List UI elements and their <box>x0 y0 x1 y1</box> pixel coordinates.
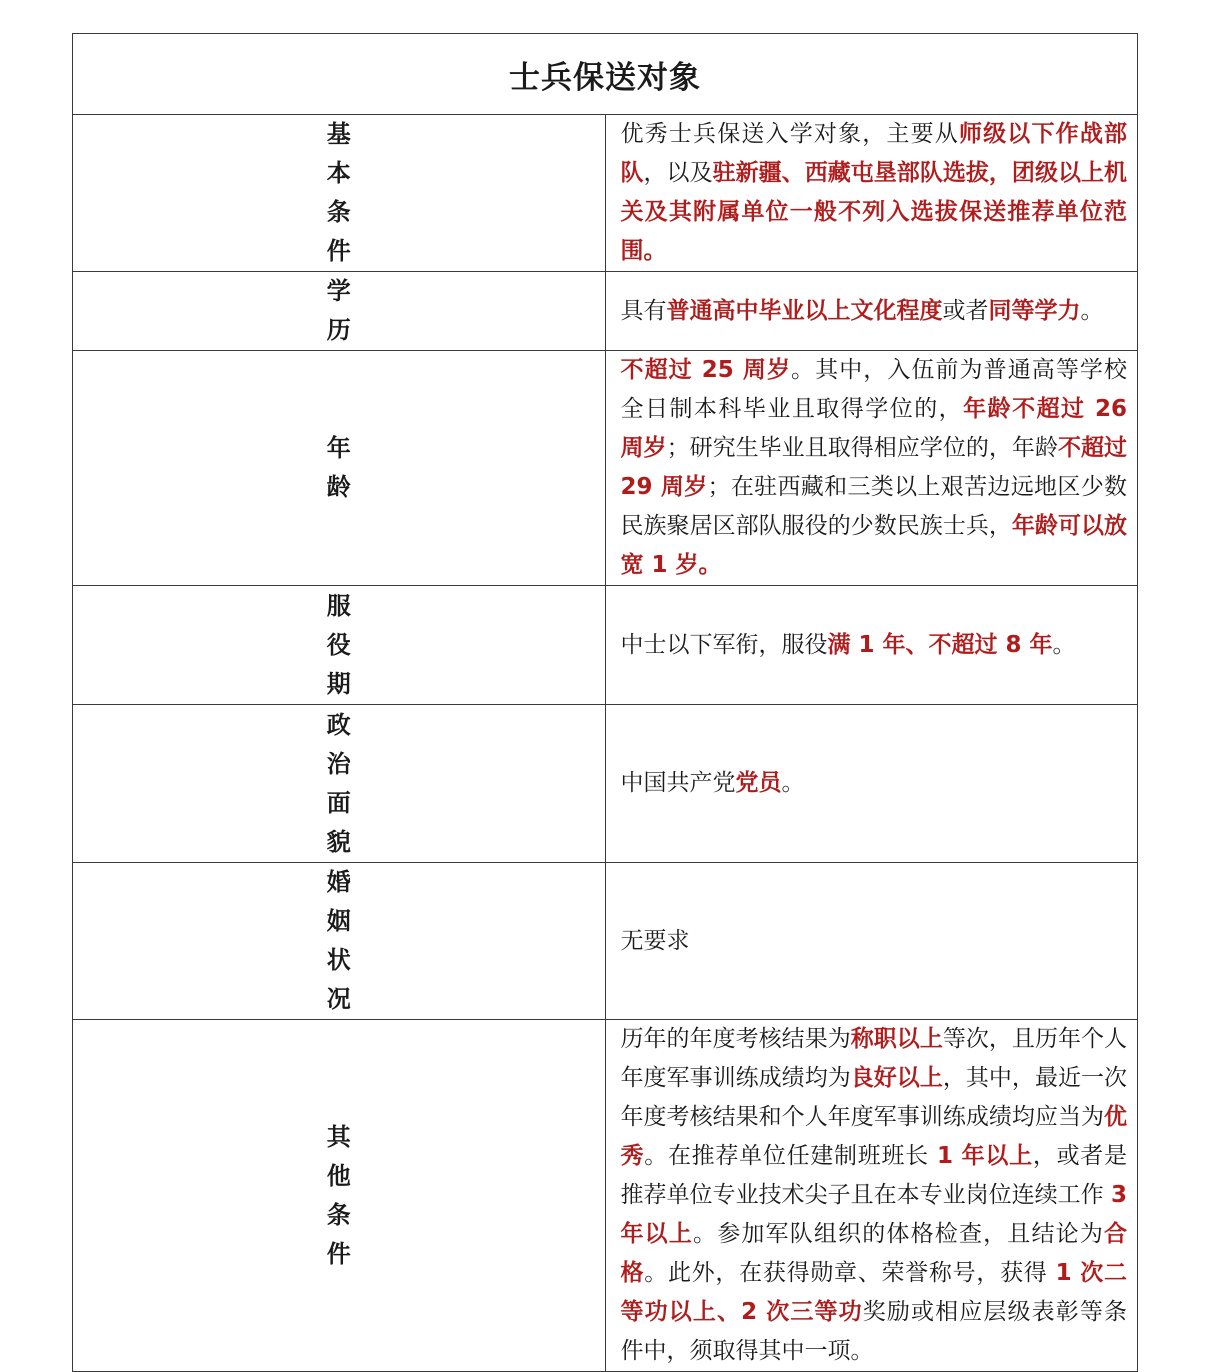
row-content <box>605 586 1138 705</box>
row-basic-conditions <box>73 115 1138 272</box>
row-service-period <box>73 586 1138 705</box>
highlighted-text: 不超过 25 周岁 <box>620 357 792 383</box>
body-text: ，其中，最近一次年度考核结果和个人年度军事训练成绩均应当为 <box>620 1065 1128 1130</box>
body-text: ；在驻西藏和三类以上艰苦边远地区少数民族聚居区部队服役的少数民族士兵， <box>620 474 1128 539</box>
body-text: ，或者是推荐单位专业技术尖子且在本专业岗位连续工作 <box>620 1143 1128 1208</box>
row-content <box>605 272 1138 351</box>
highlighted-text: 3 年以上 <box>620 1182 1127 1247</box>
body-text: 无要求 <box>620 927 690 954</box>
highlighted-text: 优秀 <box>620 1104 1127 1169</box>
highlighted-text: 师级以下作战部队 <box>620 121 1128 186</box>
highlighted-text: 年龄不超过 26 周岁 <box>620 396 1128 461</box>
highlighted-text: 1 年以上 <box>936 1143 1033 1169</box>
highlighted-text: 同等学力 <box>988 297 1081 324</box>
requirements-table <box>72 33 1138 1372</box>
highlighted-text: 良好以上 <box>850 1065 943 1091</box>
body-text: 或者 <box>942 297 989 324</box>
body-text: 等次，且历年个人年度军事训练成绩均为 <box>620 1026 1128 1091</box>
row-label: 其他条件 <box>73 1020 606 1372</box>
row-content <box>605 705 1138 863</box>
body-text: 。 <box>1052 631 1076 658</box>
row-education <box>73 272 1138 351</box>
highlighted-text: 满 1 年、不超过 8 年 <box>827 631 1053 658</box>
body-text: 。其中，入伍前为普通高等学校全日制本科毕业且取得学位的， <box>620 357 1128 422</box>
body-text: 奖励或相应层级表彰等条件中，须取得其中一项。 <box>620 1299 1128 1364</box>
row-label: 政治面貌 <box>73 705 606 863</box>
highlighted-text: 党员 <box>735 770 782 796</box>
title-row <box>73 34 1138 115</box>
body-text: ；研究生毕业且取得相应学位的，年龄 <box>666 435 1058 461</box>
highlighted-text: 年龄可以放宽 1 岁。 <box>620 513 1128 578</box>
row-label: 基本条件 <box>73 115 606 272</box>
row-other-conditions <box>73 1020 1138 1372</box>
highlighted-text: 1 次二等功以上、2 次三等功 <box>620 1260 1128 1325</box>
row-content <box>605 351 1138 586</box>
body-text: 。参加军队组织的体格检查，且结论为 <box>693 1221 1105 1247</box>
row-label: 学历 <box>73 272 606 351</box>
row-political-status <box>73 705 1138 863</box>
highlighted-text: 合格 <box>620 1221 1128 1286</box>
body-text: 。 <box>781 770 805 796</box>
body-text: 中士以下军衔，服役 <box>620 631 828 658</box>
row-label: 年龄 <box>73 351 606 586</box>
row-content <box>605 115 1138 272</box>
body-text: 历年的年度考核结果为 <box>620 1026 851 1052</box>
body-text: 中国共产党 <box>620 770 736 796</box>
row-age <box>73 351 1138 586</box>
body-text: 。此外，在获得勋章、荣誉称号，获得 <box>644 1260 1056 1286</box>
row-label: 服役期 <box>73 586 606 705</box>
body-text: 。在推荐单位任建制班班长 <box>644 1143 937 1169</box>
body-text: 优秀士兵保送入学对象，主要从 <box>620 121 959 147</box>
row-marital-status <box>73 863 1138 1020</box>
table-title: 士兵保送对象 <box>73 34 1138 115</box>
row-content <box>605 1020 1138 1372</box>
body-text: 。 <box>1080 297 1104 324</box>
highlighted-text: 称职以上 <box>850 1026 943 1052</box>
row-label: 婚姻状况 <box>73 863 606 1020</box>
highlighted-text: 不超过 29 周岁 <box>620 435 1128 500</box>
row-content <box>605 863 1138 1020</box>
body-text: 具有 <box>620 297 667 324</box>
highlighted-text: 驻新疆、西藏屯垦部队选拔，团级以上机关及其附属单位一般不列入选拔保送推荐单位范围。 <box>620 160 1128 264</box>
body-text: ，以及 <box>643 160 713 186</box>
highlighted-text: 普通高中毕业以上文化程度 <box>666 297 943 324</box>
